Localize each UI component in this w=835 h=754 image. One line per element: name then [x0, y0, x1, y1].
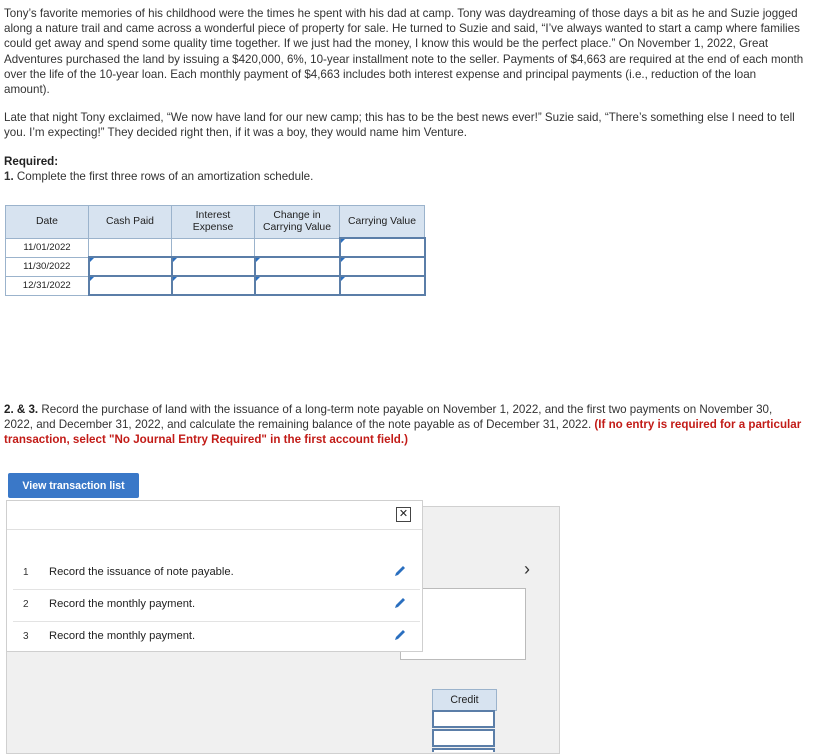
table-row [6, 238, 425, 257]
credit-input[interactable] [432, 729, 495, 747]
transaction-label: Record the issuance of note payable. [49, 566, 234, 578]
date-cell: 11/30/2022 [6, 257, 89, 276]
change-carrying-input[interactable] [255, 257, 340, 276]
transaction-number: 2 [23, 599, 29, 610]
transaction-number: 1 [23, 567, 29, 578]
transaction-item-3[interactable] [13, 621, 420, 653]
divider [7, 529, 422, 530]
requirement-1 [4, 170, 313, 183]
table-row [6, 257, 425, 276]
carrying-value-input[interactable] [340, 238, 425, 257]
change-carrying-input[interactable] [255, 276, 340, 295]
transaction-list-popup [6, 500, 423, 652]
requirement-2-3-text: Record the purchase of land with the issuance of a long-term note payable on November 1, 2022, and the first two payments on November 30, 2022, and December 31, 2022, and calculate the remaining balance of the note payable as of December 31, 2022. [4, 403, 773, 432]
transaction-item-1[interactable] [13, 557, 420, 590]
change-carrying-label: Change in Carrying Value [263, 209, 331, 233]
transaction-number: 3 [23, 631, 29, 642]
credit-input[interactable] [432, 710, 495, 728]
column-header-interest-expense [172, 206, 255, 239]
pencil-icon[interactable] [393, 564, 407, 578]
transaction-label: Record the monthly payment. [49, 598, 196, 610]
date-cell: 11/01/2022 [6, 238, 89, 257]
transaction-item-2[interactable] [13, 589, 420, 622]
requirement-1-number: 1. [4, 170, 14, 183]
date-cell: 12/31/2022 [6, 276, 89, 295]
close-icon[interactable]: ✕ [396, 507, 411, 522]
next-arrow-icon[interactable]: › [524, 559, 530, 579]
carrying-value-input[interactable] [340, 257, 425, 276]
credit-column-header: Credit [432, 689, 497, 711]
column-header-cash-paid: Cash Paid [89, 206, 172, 239]
requirement-2-3-note: (If no entry is required for a particular transaction, select "No Journal Entry Required" in the first account field.) [4, 418, 802, 447]
column-header-carrying-value: Carrying Value [340, 206, 425, 239]
column-header-date: Date [6, 206, 89, 239]
pencil-icon[interactable] [393, 628, 407, 642]
column-header-change-in-carrying-value [255, 206, 340, 239]
cash-paid-cell-disabled [89, 238, 172, 257]
view-transaction-list-button[interactable]: View transaction list [8, 473, 139, 498]
requirement-2-3 [4, 402, 804, 448]
interest-expense-input[interactable] [172, 276, 255, 295]
table-row [6, 276, 425, 295]
problem-paragraph-2: Late that night Tony exclaimed, “We now have land for our new camp; this has to be the best news ever!” Suzie said, “There’s something else I need to tell you. I’m expecting!” They decided right then, if it was a boy, they would name him Venture. [4, 111, 795, 140]
interest-expense-cell-disabled [172, 238, 255, 257]
amortization-table [5, 205, 426, 296]
requirement-1-text: Complete the first three rows of an amortization schedule. [13, 170, 314, 183]
carrying-value-input[interactable] [340, 276, 425, 295]
problem-paragraph-1: Tony’s favorite memories of his childhood were the times he spent with his dad at camp. Tony was daydreaming of those days a bit as he and Suzie jogged along a nature trail and came across a wonderful piece of property for sale. He turned to Suzie and said, “I’ve always wanted to start a camp where families could get away and spend some quality time together. If we just had the money, I know this would be the perfect place.” On November 1, 2022, Great Adventures purchased the land by issuing a $420,000, 6%, 10-year installment note to the seller. Payments of $4,663 are required at the end of each month over the life of the 10-year loan. Each monthly payment of $4,663 includes both interest expense and principal payments (i.e., reduction of the loan amount). [4, 7, 804, 97]
pencil-icon[interactable] [393, 596, 407, 610]
required-title: Required: [4, 155, 59, 168]
interest-expense-input[interactable] [172, 257, 255, 276]
cash-paid-input[interactable] [89, 276, 172, 295]
cash-paid-input[interactable] [89, 257, 172, 276]
table-header-row [6, 206, 425, 239]
transaction-label: Record the monthly payment. [49, 630, 196, 642]
credit-input[interactable] [432, 748, 495, 752]
requirement-2-3-number: 2. & 3. [4, 403, 39, 416]
interest-expense-label: Interest Expense [192, 209, 234, 233]
change-carrying-cell-disabled [255, 238, 340, 257]
